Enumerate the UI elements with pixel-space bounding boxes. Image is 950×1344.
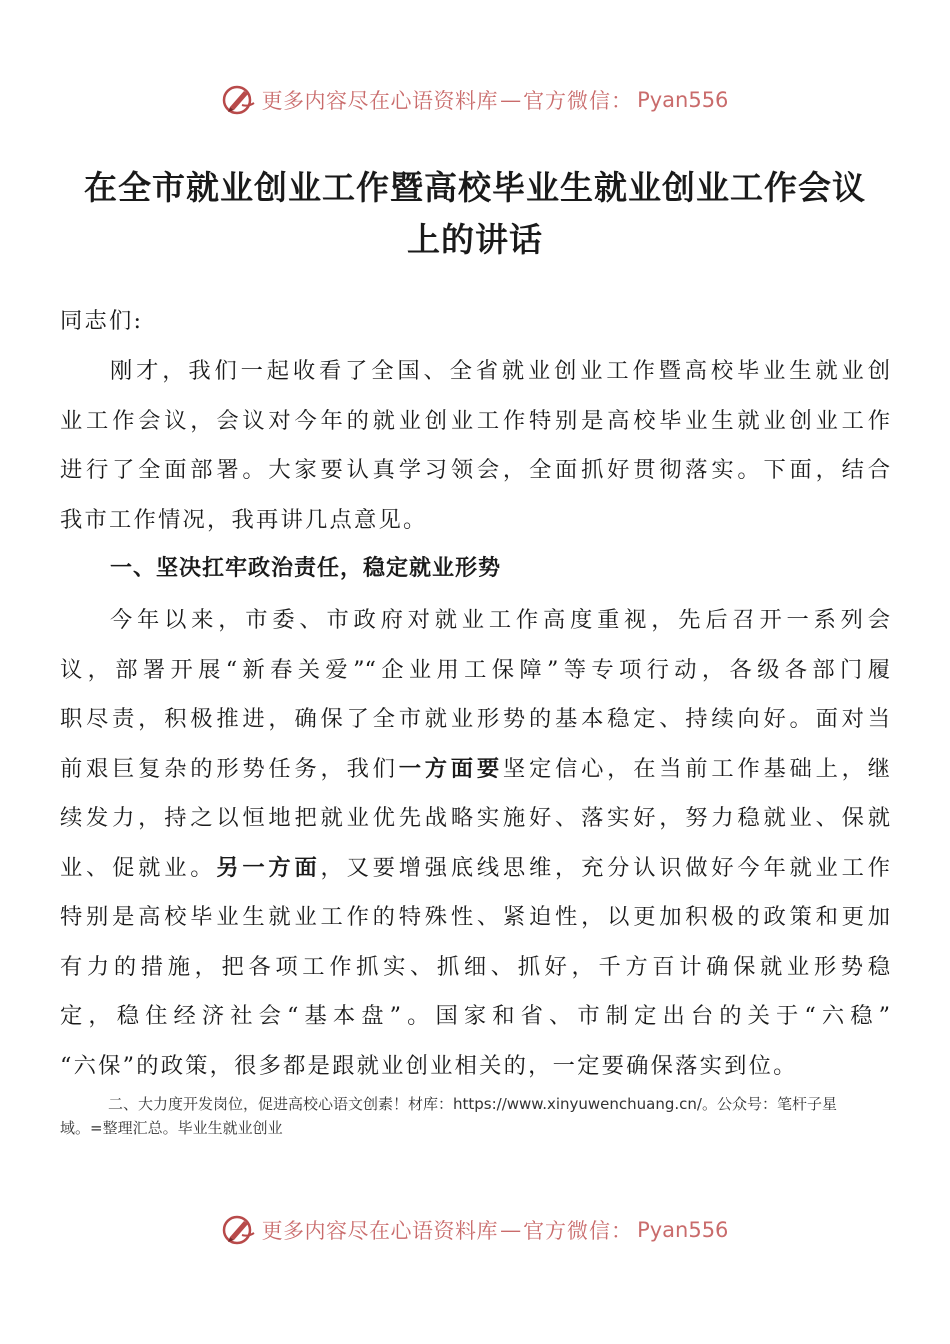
paragraph-2-line: 定，稳住经济社会“基本盘”。国家和省、市制定出台的关于“六稳”: [60, 1003, 890, 1029]
text-run: 前艰巨复杂的形势任务，我们: [60, 756, 399, 782]
paragraph-1-line: 业工作会议，会议对今年的就业创业工作特别是高校毕业生就业创业工作: [60, 408, 890, 434]
paragraph-1-line: 我市工作情况，我再讲几点意见。: [60, 507, 428, 533]
salutation: 同志们:: [60, 308, 144, 334]
text-run: 坚定信心，在当前工作基础上，继: [502, 756, 890, 782]
section-heading: 一、坚决扛牢政治责任，稳定就业形势: [110, 556, 502, 581]
paragraph-1-line: 进行了全面部署。大家要认真学习领会，全面抓好贯彻落实。下面，结合: [60, 457, 890, 483]
banner-wechat-id: Pyan556: [637, 1218, 729, 1242]
pen-writing-logo-icon: [222, 1213, 256, 1247]
banner-wechat-label: 官方微信：: [523, 1219, 634, 1243]
footnote-line: 二、大力度开发岗位，促进高校心语文创素！材库：https://www.xinyuwenchuang.cn/。公众号：笔杆子星: [108, 1095, 837, 1113]
paragraph-2-line: 续发力，持之以恒地把就业优先战略实施好、落实好，努力稳就业、保就: [60, 805, 890, 831]
emphasis-text: 另一方面: [216, 855, 321, 881]
paragraph-2-line: 职尽责，积极推进，确保了全市就业形势的基本稳定、持续向好。面对当: [60, 706, 890, 732]
emphasis-text: 一方面要: [398, 756, 503, 782]
paragraph-2-line: [60, 851, 890, 885]
title-line-2: 上的讲话: [407, 220, 543, 259]
paragraph-2-line: 特别是高校毕业生就业工作的特殊性、紧迫性，以更加积极的政策和更加: [60, 904, 890, 930]
text-run: ，又要增强底线思维，充分认识做好今年就业工作: [320, 855, 890, 881]
footnote-line: 域。=整理汇总。毕业生就业创业: [60, 1119, 283, 1137]
banner-dash: —: [500, 1218, 522, 1242]
banner-text: 更多内容尽在心语资料库: [261, 89, 499, 113]
paragraph-2-line: 有力的措施，把各项工作抓实、抓细、抓好，千方百计确保就业形势稳: [60, 954, 890, 980]
banner-wechat-label: 官方微信：: [523, 89, 634, 113]
header-banner: [0, 80, 950, 120]
banner-dash: —: [500, 88, 522, 112]
paragraph-2-line: [60, 752, 890, 786]
banner-wechat-id: Pyan556: [637, 88, 729, 112]
footer-banner: [0, 1210, 950, 1250]
pen-writing-logo-icon: [222, 83, 256, 117]
banner-text: 更多内容尽在心语资料库: [261, 1219, 499, 1243]
paragraph-2-line: “六保”的政策，很多都是跟就业创业相关的，一定要确保落实到位。: [60, 1053, 798, 1079]
paragraph-2-line: 议，部署开展“新春关爱”“企业用工保障”等专项行动，各级各部门履: [60, 657, 890, 683]
document-title: [60, 162, 890, 266]
title-line-1: 在全市就业创业工作暨高校毕业生就业创业工作会议: [84, 168, 866, 207]
text-run: 业、促就业。: [60, 855, 217, 881]
paragraph-2-line: 今年以来，市委、市政府对就业工作高度重视，先后召开一系列会: [110, 607, 890, 633]
paragraph-1-line: 刚才，我们一起收看了全国、全省就业创业工作暨高校毕业生就业创: [110, 358, 890, 384]
